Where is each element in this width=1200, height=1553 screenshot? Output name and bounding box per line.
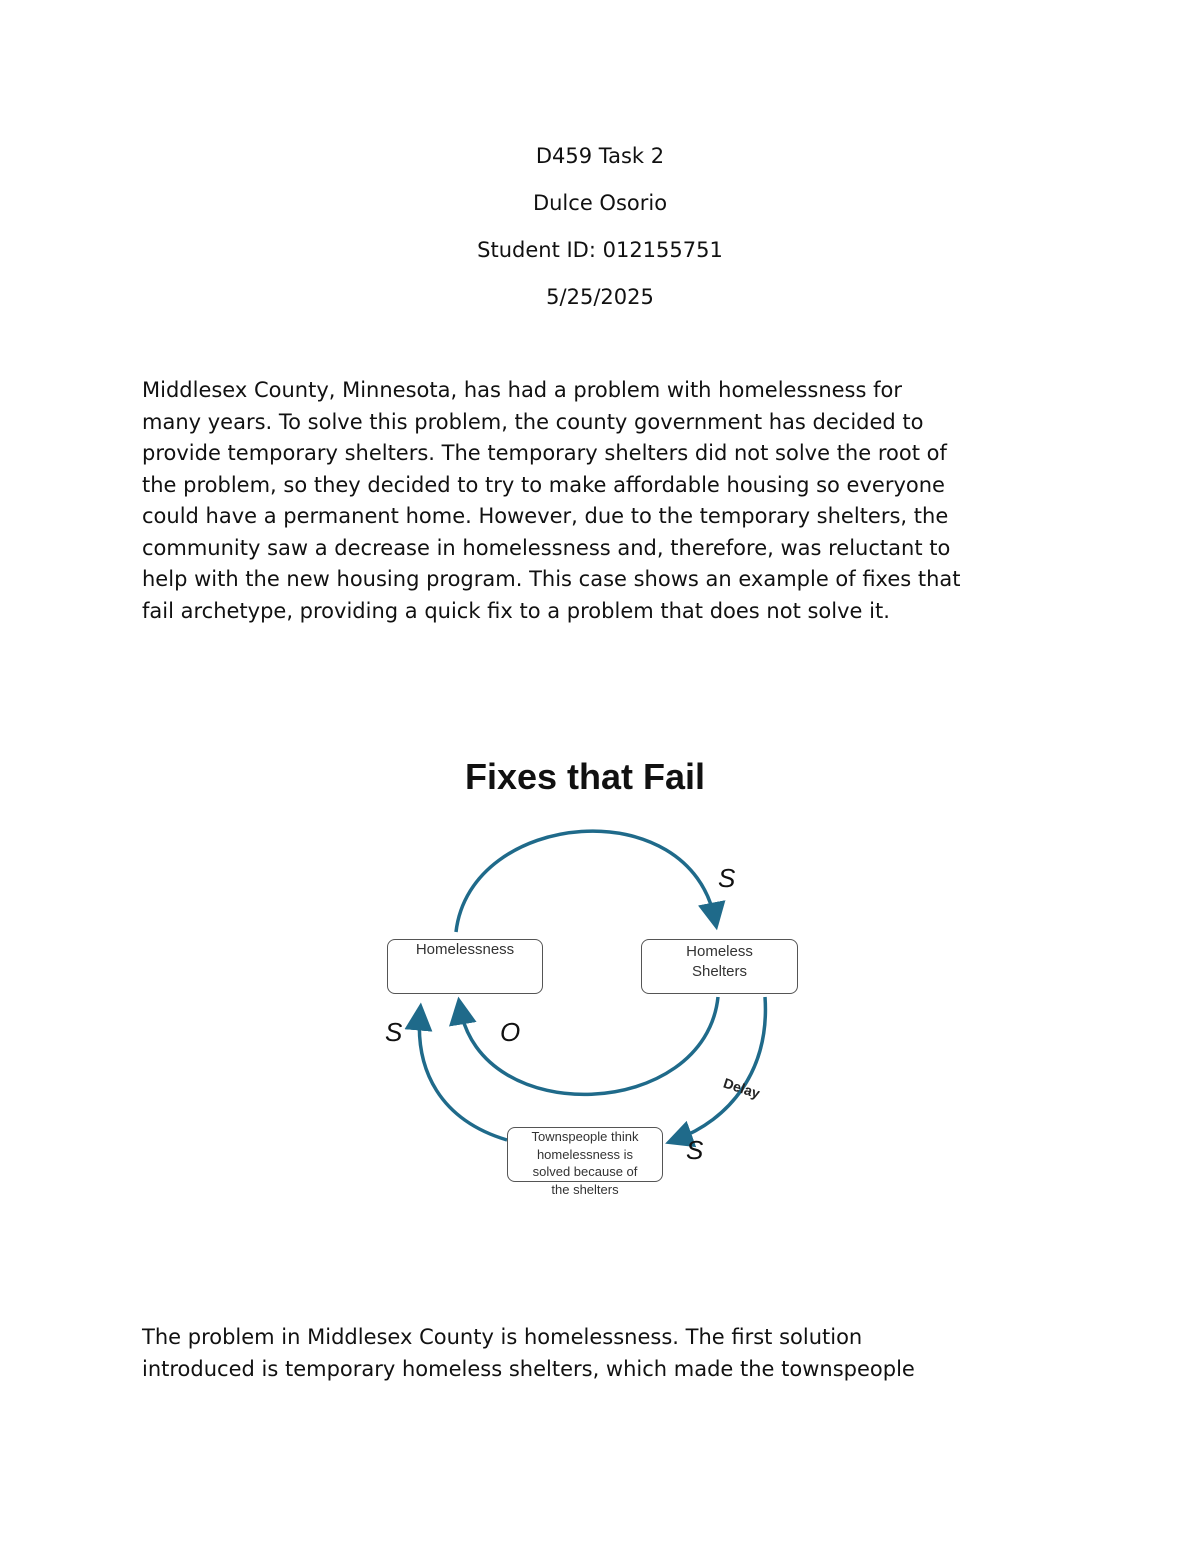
paragraph-line: many years. To solve this problem, the county government has decided to [142,409,924,434]
second-paragraph [142,1322,1072,1385]
node-homeless-shelters: Homeless Shelters [641,939,798,994]
paragraph-line: fail archetype, providing a quick fix to a problem that does not solve it. [142,598,890,623]
diagram-title: Fixes that Fail [464,756,706,797]
student-id: Student ID: 012155751 [477,238,723,262]
polarity-label-top: S [718,863,736,893]
paragraph-line: provide temporary shelters. The temporary shelters did not solve the root of [142,441,947,465]
node-homelessness: Homelessness [387,939,543,994]
paragraph-line: Middlesex County, Minnesota, has had a problem with homelessness for [142,378,902,402]
polarity-label-inner: O [500,1017,521,1047]
polarity-label-bottom: S [686,1135,704,1165]
paragraph-line: community saw a decrease in homelessness and, therefore, was reluctant to [142,535,951,560]
node-townspeople: Townspeople think homelessness is solved because of the shelters [507,1127,663,1182]
paragraph-line: could have a permanent home. However, due to the temporary shelters, the [142,504,949,528]
fixes-that-fail-diagram [370,750,810,1210]
paragraph-line: help with the new housing program. This case shows an example of fixes that [142,567,961,591]
document-date: 5/25/2025 [546,285,654,309]
delay-label: Delay [721,1074,762,1102]
author-name: Dulce Osorio [532,191,668,215]
paragraph-line: the problem, so they decided to try to make affordable housing so everyone [142,472,945,497]
intro-paragraph [142,375,1072,627]
paragraph-line: introduced is temporary homeless shelters, which made the townspeople [142,1356,915,1381]
task-title: D459 Task 2 [535,144,665,168]
polarity-label-left: S [385,1017,403,1047]
paragraph-line: The problem in Middlesex County is homelessness. The first solution [142,1325,863,1349]
